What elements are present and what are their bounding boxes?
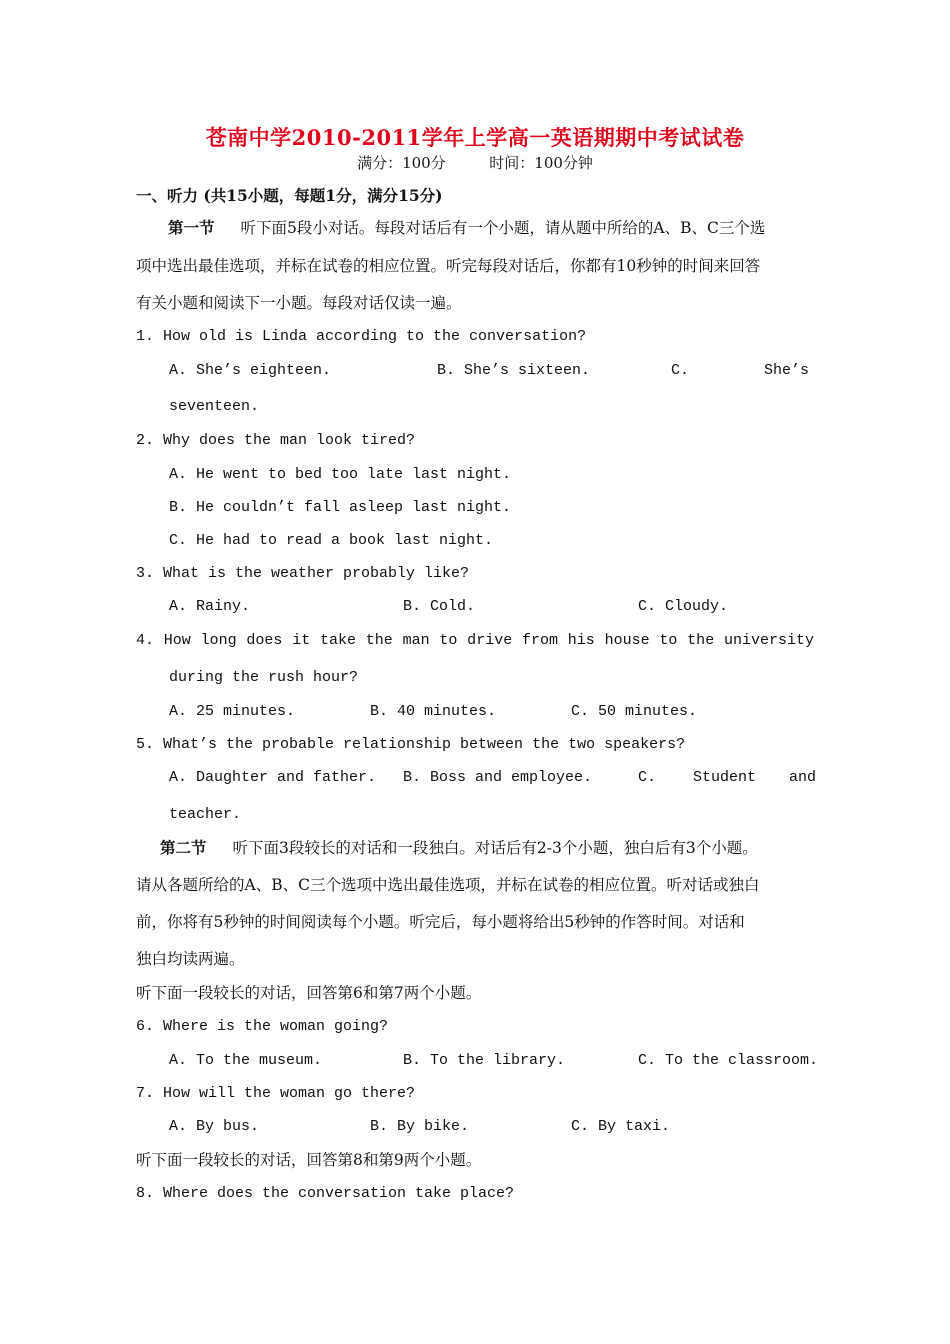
q6-option-c: C. To the classroom. [638,1052,819,1069]
exam-subtitle [0,152,950,173]
section2-label: 第二节 [160,838,207,857]
q4-option-b: B. 40 minutes. [370,703,497,720]
section1-text: 听下面5段小对话。每段对话后有一个小题，请从题中所给的A、B、C三个选 [240,219,766,237]
section1-instruction-line2: 项中选出最佳选项，并标在试卷的相应位置。听完每段对话后，你都有10秒钟的时间来回答 [136,257,761,275]
exam-time: 时间：100分钟 [489,154,593,172]
part1-heading: 一、听力 (共15小题，每题1分，满分15分) [136,186,443,205]
q1-option-c-continued: seventeen. [169,398,260,415]
q6-option-a: A. To the museum. [169,1052,323,1069]
q7-stem: 7. How will the woman go there? [136,1085,416,1102]
q2-stem: 2. Why does the man look tired? [136,432,416,449]
q7-option-c: C. By taxi. [571,1118,671,1135]
exam-title: 苍南中学2010-2011学年上学高一英语期期中考试试卷 [205,125,745,150]
q5-option-c-word2: and [789,769,817,786]
section2-text: 听下面3段较长的对话和一段独白。对话后有2-3个小题，独白后有3个小题。 [232,839,758,857]
q7-option-b: B. By bike. [370,1118,470,1135]
q5-option-c-label: C. [638,769,657,786]
q5-option-c-word1: Student [693,769,757,786]
q4-stem-continued: during the rush hour? [169,669,359,686]
section1-label: 第一节 [168,218,215,237]
q6-stem: 6. Where is the woman going? [136,1018,389,1035]
q1-option-c-label: C. [671,362,690,379]
q3-option-a: A. Rainy. [169,598,251,615]
q5-option-a: A. Daughter and father. [169,769,377,786]
q4-option-a: A. 25 minutes. [169,703,296,720]
section2-instruction-line1 [160,838,758,858]
q5-stem: 5. What’s the probable relationship between the two speakers? [136,736,686,753]
q1-option-b: B. She’s sixteen. [437,362,591,379]
q3-stem: 3. What is the weather probably like? [136,565,470,582]
section1-instruction-line1 [168,218,765,238]
q2-option-b: B. He couldn’t fall asleep last night. [169,499,512,516]
q1-option-c-text: She’s [764,362,810,379]
section2-instruction-line3: 前，你将有5秒钟的时间阅读每个小题。听完后，每小题将给出5秒钟的作答时间。对话和 [136,913,745,931]
q2-option-a: A. He went to bed too late last night. [169,466,512,483]
section2-instruction-line4: 独白均读两遍。 [136,950,245,968]
q6-option-b: B. To the library. [403,1052,566,1069]
q4-stem: 4. How long does it take the man to drive from his house to the university [136,632,814,649]
q1-stem: 1. How old is Linda according to the conversation? [136,328,587,345]
q2-option-c: C. He had to read a book last night. [169,532,494,549]
q1-option-a: A. She’s eighteen. [169,362,332,379]
q5-option-b: B. Boss and employee. [403,769,593,786]
full-score: 满分：100分 [357,154,446,172]
q5-option-c-continued: teacher. [169,806,242,823]
q4-option-c: C. 50 minutes. [571,703,698,720]
q3-option-c: C. Cloudy. [638,598,729,615]
dialog1-intro: 听下面一段较长的对话，回答第6和第7两个小题。 [136,984,482,1002]
section1-instruction-line3: 有关小题和阅读下一小题。每段对话仅读一遍。 [136,294,462,312]
dialog2-intro: 听下面一段较长的对话，回答第8和第9两个小题。 [136,1151,482,1169]
q3-option-b: B. Cold. [403,598,476,615]
q7-option-a: A. By bus. [169,1118,260,1135]
section2-instruction-line2: 请从各题所给的A、B、C三个选项中选出最佳选项，并标在试卷的相应位置。听对话或独白 [136,876,760,894]
q8-stem: 8. Where does the conversation take place? [136,1185,515,1202]
